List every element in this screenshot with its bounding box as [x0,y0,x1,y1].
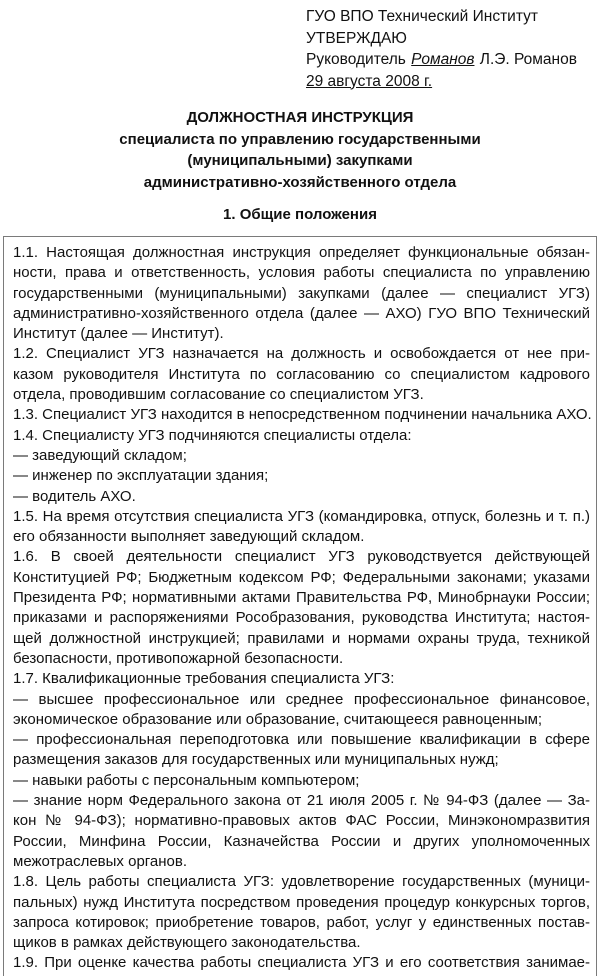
text-line: России, Минфина России, Казначейства России и других уполномоченных [13,832,590,850]
text-line: 1.5. На время отсутствия специалиста УГЗ (командировка, отпуск, болезнь и т. п.) [13,507,590,525]
text-line: Президента РФ; нормативными актами Правительства РФ, Минобрнауки России; [13,589,590,607]
text-line: 1.9. При оценке качества работы специалиста УГЗ и его соответствия занимае- [13,954,590,972]
text-line: приказами и распоряжениями Рособразования, руководства Института; настоя- [13,609,590,627]
signer-name: Л.Э. Романов [479,51,577,68]
text-line: щей должностной инструкцией; правилами и нормами охраны труда, техникой [13,629,590,647]
text-line: — заведующий складом; [13,446,187,464]
text-line: отдела, проводившим согласование со специалистом УГЗ. [13,386,424,404]
text-line: Институт (далее — Институт). [13,325,224,343]
text-line: его обязанности выполняет заведующий складом. [13,528,365,546]
text-line: 1.7. Квалификационные требования специалиста УГЗ: [13,670,395,688]
section-body [13,243,590,974]
signature: Романов [411,51,475,68]
organization-name: ГУО ВПО Технический Институт [306,8,538,25]
text-line: казом руководителя Института по согласованию со специалистом кадрового [13,365,590,383]
text-line: 1.1. Настоящая должностная инструкция определяет функциональные обязан- [13,244,590,261]
approve-word: УТВЕРЖДАЮ [306,29,407,47]
text-line: Конституцией РФ; Бюджетным кодексом РФ; Федеральными законами; указами [13,568,590,586]
text-line: 1.6. В своей деятельности специалист УГЗ руководствуется действующей [13,548,590,566]
text-line: 1.2. Специалист УГЗ назначается на должность и освобождается от нее при- [13,345,590,363]
text-line: — профессиональная переподготовка или повышение квалификации в сфере [13,731,590,749]
text-line: административно-хозяйственного отдела (далее — АХО) ГУО ВПО Технический [13,304,590,322]
signer-line [306,49,577,71]
text-line: — водитель АХО. [13,487,136,505]
title-line-4: административно-хозяйственного отдела [143,173,457,191]
text-line: — знание норм Федерального закона от 21 июля 2005 г. № 94-ФЗ (далее — За- [13,792,590,810]
text-line: 1.8. Цель работы специалиста УГЗ: удовлетворение государственных (муници- [13,873,590,891]
text-line: 1.3. Специалист УГЗ находится в непосредственном подчинении начальника АХО. [13,406,592,424]
position-label: Руководитель [306,51,406,68]
document-title [0,107,600,193]
text-line: государственными (муниципальными) закупками (далее — специалист УГЗ) [13,284,590,302]
approval-date: 29 августа 2008 г. [306,72,433,90]
text-line: ности, права и ответственность, условия работы специалиста по управлению [13,264,590,282]
text-line: межотраслевых органов. [13,852,188,870]
text-line: щиков в рамках действующего законодательства. [13,934,361,952]
title-line-2: специалиста по управлению государственными [119,130,481,148]
title-line-1: ДОЛЖНОСТНАЯ ИНСТРУКЦИЯ [186,109,414,126]
text-line: экономическое образование или образование, считающееся равноценным; [13,710,543,728]
text-line: безопасности, противопожарной безопасности. [13,649,344,667]
text-line: пальных) нужд Института посредством проведения процедур конкурсных торгов, [13,893,590,911]
text-line: — высшее профессиональное или среднее профессиональное финансовое, [13,690,590,708]
text-line: 1.4. Специалисту УГЗ подчиняются специалисты отдела: [13,426,412,444]
approval-date-line [306,71,577,93]
text-line: — навыки работы с персональным компьютером; [13,771,360,789]
text-line: кон № 94-ФЗ); нормативно-правовых актов ФАС России, Минэкономразвития [13,812,590,830]
text-line: — инженер по эксплуатации здания; [13,467,269,485]
approval-block [306,6,577,92]
section-heading: 1. Общие положения [223,206,377,223]
title-line-3: (муниципальными) закупками [187,152,413,169]
text-line: размещения заказов для государственных или муниципальных нужд; [13,751,499,769]
text-line: запроса котировок; приобретение товаров, работ, услуг у единственных постав- [13,913,590,931]
